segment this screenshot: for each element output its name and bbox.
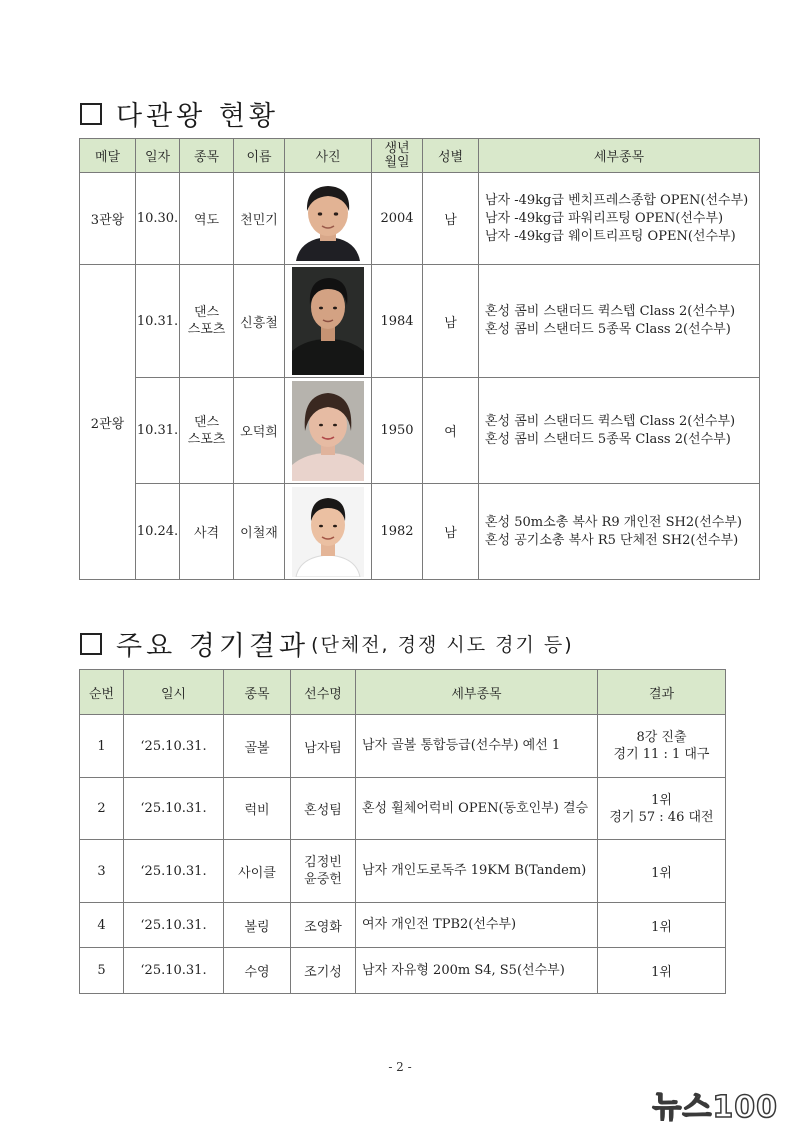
detail-line: 혼성 콤비 스탠더드 5종목 Class 2(선수부) — [485, 431, 731, 447]
sport-cell: 역도 — [180, 173, 234, 265]
photo-cell — [285, 378, 372, 484]
header-photo: 사진 — [285, 139, 372, 173]
header-detail: 세부종목 — [356, 670, 598, 715]
name-cell: 천민기 — [234, 173, 285, 265]
gender-cell: 여 — [423, 378, 479, 484]
sport-cell: 럭비 — [224, 778, 291, 840]
date-cell: ‘25.10.31. — [124, 778, 224, 840]
detail-line: 남자 -49kg급 벤치프레스종합 OPEN(선수부) — [485, 192, 749, 208]
detail-cell — [479, 173, 760, 265]
table-row — [80, 484, 760, 580]
checkbox-square-icon — [80, 633, 102, 655]
table-row — [80, 378, 760, 484]
table-header-row — [80, 139, 760, 173]
detail-cell: 혼성 휠체어럭비 OPEN(동호인부) 결승 — [356, 778, 598, 840]
no-cell: 3 — [80, 840, 124, 903]
athlete-photo — [292, 267, 364, 375]
header-detail: 세부종목 — [479, 139, 760, 173]
detail-line: 혼성 콤비 스탠더드 5종목 Class 2(선수부) — [485, 322, 731, 337]
multi-medal-table — [79, 138, 760, 580]
players-cell: 혼성팀 — [291, 778, 356, 840]
gender-cell: 남 — [423, 484, 479, 580]
gender-cell: 남 — [423, 265, 479, 378]
date-cell: ‘25.10.31. — [124, 948, 224, 994]
sport-cell: 댄스 스포츠 — [180, 265, 234, 378]
header-result: 결과 — [598, 670, 726, 715]
section-title-text: 주요 경기결과 — [116, 631, 310, 662]
athlete-photo — [292, 487, 364, 577]
sport-cell: 사격 — [180, 484, 234, 580]
header-name: 이름 — [234, 139, 285, 173]
header-birth: 생년 월일 — [372, 139, 423, 173]
table-header-row — [80, 670, 726, 715]
table-row — [80, 903, 726, 948]
photo-cell — [285, 484, 372, 580]
players-cell: 남자팀 — [291, 715, 356, 778]
table-row — [80, 948, 726, 994]
birth-cell: 1982 — [372, 484, 423, 580]
results-table — [79, 669, 726, 994]
header-players: 선수명 — [291, 670, 356, 715]
date-cell: 10.31. — [136, 378, 180, 484]
birth-cell: 1950 — [372, 378, 423, 484]
players-cell: 김정빈 윤중헌 — [291, 840, 356, 903]
header-medal: 메달 — [80, 139, 136, 173]
header-sport: 종목 — [224, 670, 291, 715]
detail-cell — [479, 265, 760, 378]
result-cell: 1위 — [598, 948, 726, 994]
players-cell: 조기성 — [291, 948, 356, 994]
header-gender: 성별 — [423, 139, 479, 173]
result-cell: 1위 — [598, 903, 726, 948]
detail-line: 남자 -49kg급 파워리프팅 OPEN(선수부) — [485, 210, 724, 226]
table-row — [80, 715, 726, 778]
header-date: 일시 — [124, 670, 224, 715]
table-row — [80, 173, 760, 265]
result-cell: 8강 진출 경기 11 : 1 대구 — [598, 715, 726, 778]
detail-line: 혼성 공기소총 복사 R5 단체전 SH2(선수부) — [485, 532, 739, 548]
result-cell: 1위 경기 57 : 46 대전 — [598, 778, 726, 840]
sport-cell: 댄스 스포츠 — [180, 378, 234, 484]
date-cell: 10.24. — [136, 484, 180, 580]
detail-line: 혼성 콤비 스탠더드 퀵스텝 Class 2(선수부) — [485, 304, 736, 319]
date-cell: ‘25.10.31. — [124, 715, 224, 778]
sport-cell: 볼링 — [224, 903, 291, 948]
no-cell: 1 — [80, 715, 124, 778]
no-cell: 4 — [80, 903, 124, 948]
section-title-multi-medal — [80, 94, 279, 133]
date-cell: 10.31. — [136, 265, 180, 378]
photo-cell — [285, 265, 372, 378]
gender-cell: 남 — [423, 173, 479, 265]
table-row — [80, 778, 726, 840]
header-no: 순번 — [80, 670, 124, 715]
section-title-results — [80, 624, 574, 663]
date-cell: ‘25.10.31. — [124, 903, 224, 948]
detail-line: 혼성 50m소총 복사 R9 개인전 SH2(선수부) — [485, 514, 742, 530]
detail-cell: 남자 개인도로독주 19KM B(Tandem) — [356, 840, 598, 903]
athlete-photo — [292, 381, 364, 481]
photo-cell — [285, 173, 372, 265]
header-sport: 종목 — [180, 139, 234, 173]
athlete-photo — [290, 177, 366, 261]
name-cell: 이철재 — [234, 484, 285, 580]
detail-cell: 남자 자유형 200m S4, S5(선수부) — [356, 948, 598, 994]
medal-cell: 3관왕 — [80, 173, 136, 265]
medal-cell: 2관왕 — [80, 265, 136, 580]
table-row — [80, 265, 760, 378]
table-row — [80, 840, 726, 903]
result-cell: 1위 — [598, 840, 726, 903]
detail-line: 남자 -49kg급 웨이트리프팅 OPEN(선수부) — [485, 228, 736, 244]
birth-cell: 1984 — [372, 265, 423, 378]
header-date: 일자 — [136, 139, 180, 173]
players-cell: 조영화 — [291, 903, 356, 948]
news-watermark-logo: 뉴스100 — [652, 1090, 778, 1125]
name-cell: 신흥철 — [234, 265, 285, 378]
page-number: - 2 - — [388, 1060, 412, 1074]
sport-cell: 사이클 — [224, 840, 291, 903]
section-title-text: 다관왕 현황 — [116, 101, 279, 132]
section-subtitle-text: (단체전, 경쟁 시도 경기 등) — [311, 634, 574, 656]
detail-cell — [479, 378, 760, 484]
sport-cell: 골볼 — [224, 715, 291, 778]
detail-line: 혼성 콤비 스탠더드 퀵스텝 Class 2(선수부) — [485, 413, 736, 429]
birth-cell: 2004 — [372, 173, 423, 265]
no-cell: 2 — [80, 778, 124, 840]
name-cell: 오덕희 — [234, 378, 285, 484]
detail-cell — [479, 484, 760, 580]
detail-cell: 여자 개인전 TPB2(선수부) — [356, 903, 598, 948]
detail-cell: 남자 골볼 통합등급(선수부) 예선 1 — [356, 715, 598, 778]
checkbox-square-icon — [80, 103, 102, 125]
date-cell: 10.30. — [136, 173, 180, 265]
sport-cell: 수영 — [224, 948, 291, 994]
date-cell: ‘25.10.31. — [124, 840, 224, 903]
no-cell: 5 — [80, 948, 124, 994]
